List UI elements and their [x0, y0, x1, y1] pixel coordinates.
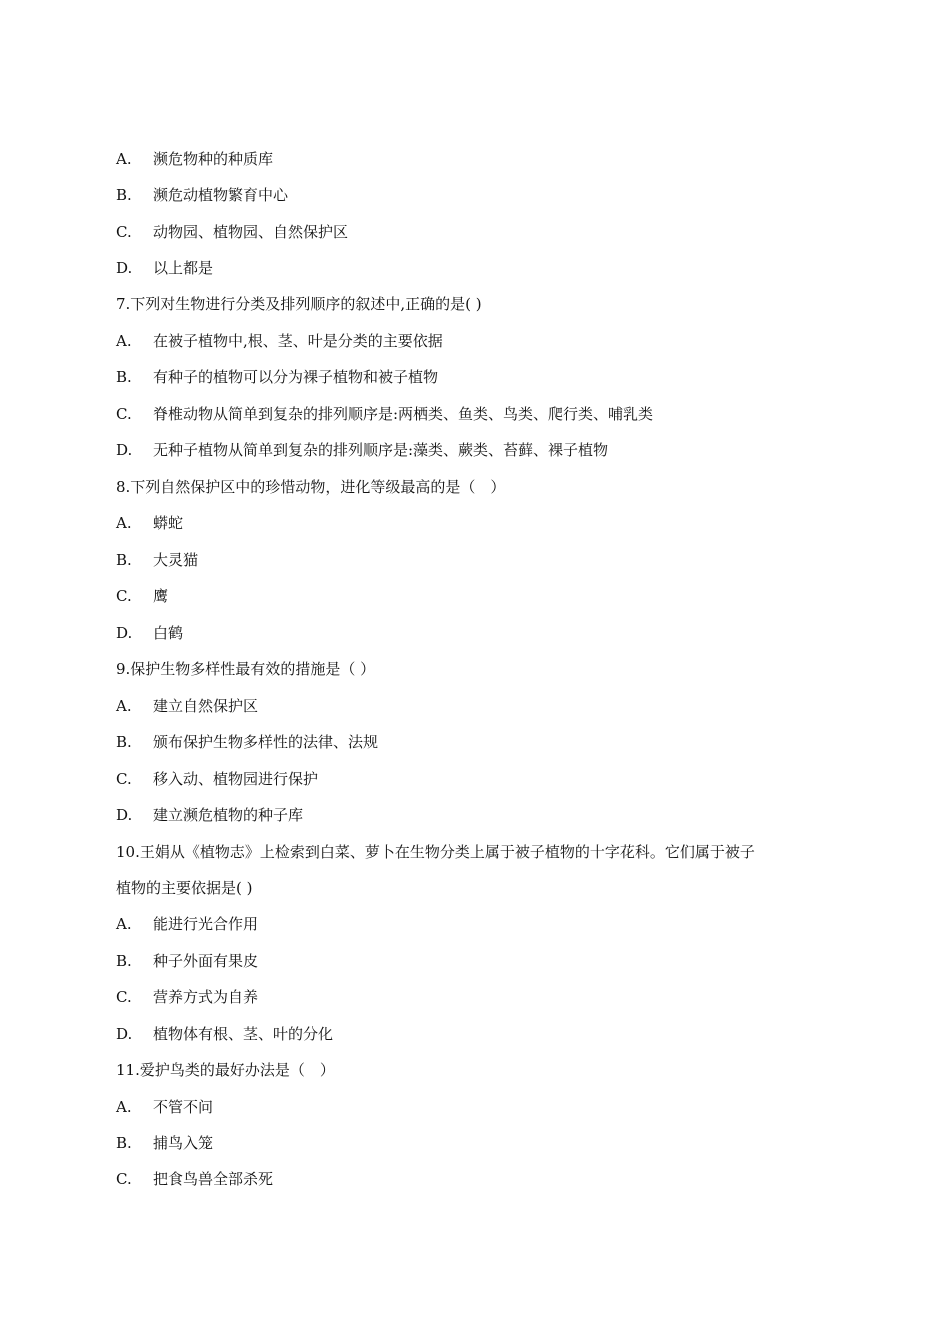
option-letter: C.: [116, 223, 132, 241]
option-d: [116, 803, 303, 827]
question-9-stem: 9.保护生物多样性最有效的措施是（ ）: [116, 660, 376, 678]
option-b: [116, 183, 288, 207]
option-c: [116, 220, 348, 244]
option-letter: A.: [116, 697, 132, 715]
option-text: 以上都是: [153, 259, 214, 277]
option-b: [116, 548, 198, 572]
option-text: 白鹤: [153, 624, 184, 642]
option-text: 濒危动植物繁育中心: [153, 186, 289, 204]
option-letter: B.: [116, 551, 132, 569]
option-letter: A.: [116, 150, 132, 168]
option-text: 把食鸟兽全部杀死: [153, 1170, 274, 1188]
option-text: 建立濒危植物的种子库: [153, 806, 304, 824]
question-8-stem: 8.下列自然保护区中的珍惜动物，进化等级最高的是（ ）: [116, 478, 506, 496]
option-text: 建立自然保护区: [153, 697, 259, 715]
option-text: 植物体有根、茎、叶的分化: [153, 1025, 334, 1043]
option-b: [116, 730, 378, 754]
option-letter: B.: [116, 733, 132, 751]
option-letter: D.: [116, 259, 133, 277]
question-11-stem: 11.爱护鸟类的最好办法是（ ）: [116, 1061, 335, 1079]
option-letter: C.: [116, 587, 132, 605]
option-text: 能进行光合作用: [153, 915, 259, 933]
option-text: 蟒蛇: [153, 514, 184, 532]
option-letter: C.: [116, 770, 132, 788]
option-letter: C.: [116, 1170, 132, 1188]
option-b: [116, 365, 438, 389]
option-letter: B.: [116, 952, 132, 970]
option-text: 濒危物种的种质库: [153, 150, 274, 168]
option-a: [116, 1095, 213, 1119]
option-letter: A.: [116, 514, 132, 532]
option-b: [116, 1131, 213, 1155]
option-text: 在被子植物中,根、茎、叶是分类的主要依据: [153, 332, 443, 350]
option-text: 脊椎动物从简单到复杂的排列顺序是:两栖类、鱼类、鸟类、爬行类、哺乳类: [153, 405, 654, 423]
option-letter: D.: [116, 441, 133, 459]
option-text: 无种子植物从简单到复杂的排列顺序是:藻类、蕨类、苔藓、裸子植物: [153, 441, 609, 459]
option-letter: B.: [116, 186, 132, 204]
option-a: [116, 511, 183, 535]
option-d: [116, 621, 183, 645]
question-7-stem: 7.下列对生物进行分类及排列顺序的叙述中,正确的是( ): [116, 295, 482, 313]
option-c: [116, 402, 653, 426]
option-d: [116, 256, 213, 280]
option-b: [116, 949, 258, 973]
option-letter: A.: [116, 332, 132, 350]
question-10-stem-continued: 植物的主要依据是( ): [116, 879, 253, 897]
option-text: 种子外面有果皮: [153, 952, 259, 970]
option-c: [116, 767, 318, 791]
option-d: [116, 438, 608, 462]
option-d: [116, 1022, 333, 1046]
option-letter: B.: [116, 368, 132, 386]
option-text: 移入动、植物园进行保护: [153, 770, 319, 788]
option-text: 有种子的植物可以分为裸子植物和被子植物: [153, 368, 439, 386]
option-text: 动物园、植物园、自然保护区: [153, 223, 349, 241]
option-letter: C.: [116, 405, 132, 423]
option-letter: D.: [116, 624, 133, 642]
option-text: 捕鸟入笼: [153, 1134, 214, 1152]
option-letter: D.: [116, 1025, 133, 1043]
option-letter: D.: [116, 806, 133, 824]
option-letter: A.: [116, 1098, 132, 1116]
option-letter: C.: [116, 988, 132, 1006]
option-text: 鹰: [153, 587, 169, 605]
option-a: [116, 329, 443, 353]
option-c: [116, 985, 258, 1009]
option-text: 大灵猫: [153, 551, 199, 569]
option-letter: A.: [116, 915, 132, 933]
option-c: [116, 1167, 273, 1191]
option-text: 不管不问: [153, 1098, 214, 1116]
option-a: [116, 147, 273, 171]
option-c: [116, 584, 168, 608]
option-text: 颁布保护生物多样性的法律、法规: [153, 733, 379, 751]
option-letter: B.: [116, 1134, 132, 1152]
question-10-stem: 10.王娟从《植物志》上检索到白菜、萝卜在生物分类上属于被子植物的十字花科。它们属于被子: [116, 843, 755, 861]
option-a: [116, 912, 258, 936]
option-a: [116, 694, 258, 718]
option-text: 营养方式为自养: [153, 988, 259, 1006]
